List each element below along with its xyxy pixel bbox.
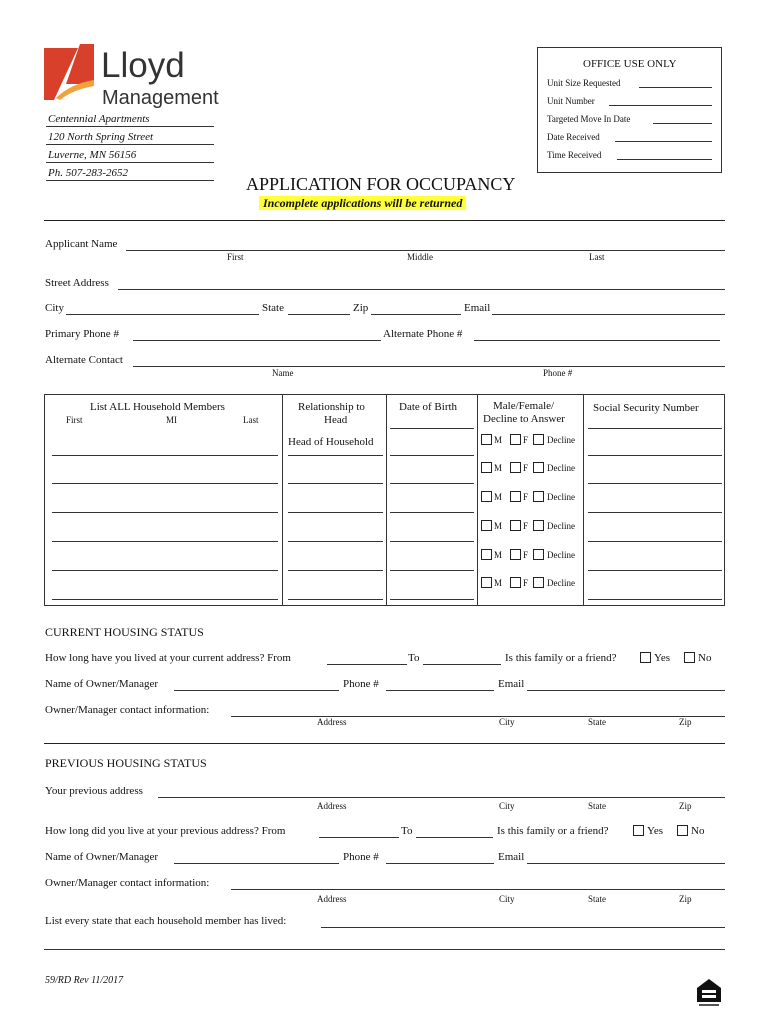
decline-label: Decline xyxy=(547,463,575,473)
current-owner-field[interactable] xyxy=(174,690,339,691)
state-label: State xyxy=(262,302,284,314)
member-relationship-field[interactable] xyxy=(288,570,383,571)
member-relationship-field[interactable] xyxy=(288,599,383,600)
decline-checkbox[interactable] xyxy=(533,549,544,560)
current-no-checkbox[interactable] xyxy=(684,652,695,663)
current-city-label: City xyxy=(499,717,515,727)
household-members-header: List ALL Household Members xyxy=(90,401,225,413)
head-of-household-label: Head of Household xyxy=(288,436,374,448)
current-family-label: Is this family or a friend? xyxy=(505,652,617,664)
property-name: Centennial Apartments xyxy=(48,113,150,125)
member-dob-field[interactable] xyxy=(390,428,474,429)
email-field[interactable] xyxy=(492,314,725,315)
office-date-received-field[interactable] xyxy=(615,141,712,142)
member-relationship-field[interactable] xyxy=(288,455,383,456)
relationship-header-2: Head xyxy=(324,414,348,426)
current-owner-label: Name of Owner/Manager xyxy=(45,678,159,690)
company-logo-mark xyxy=(44,44,94,100)
member-name-field[interactable] xyxy=(52,541,278,542)
current-to-field[interactable] xyxy=(423,664,501,665)
previous-no-label: No xyxy=(691,825,705,837)
member-dob-field[interactable] xyxy=(390,483,474,484)
current-yes-checkbox[interactable] xyxy=(640,652,651,663)
city-label: City xyxy=(45,302,64,314)
member-relationship-field[interactable] xyxy=(288,483,383,484)
male-label: M xyxy=(494,521,503,531)
current-email-field[interactable] xyxy=(527,690,725,691)
current-housing-heading: CURRENT HOUSING STATUS xyxy=(45,625,204,639)
previous-phone-label: Phone # xyxy=(343,851,379,863)
office-use-title: OFFICE USE ONLY xyxy=(583,58,677,70)
previous-address-label: Your previous address xyxy=(45,785,143,797)
current-how-long-label: How long have you lived at your current address? From xyxy=(45,652,291,664)
female-label: F xyxy=(523,492,529,502)
logo-name-lloyd: Lloyd xyxy=(101,46,185,85)
previous-address-field[interactable] xyxy=(158,797,725,798)
alt-phone-field[interactable] xyxy=(474,340,720,341)
alt-contact-phone-label: Phone # xyxy=(543,368,573,378)
alt-contact-name-label: Name xyxy=(272,368,294,378)
female-label: F xyxy=(523,521,529,531)
previous-from-field[interactable] xyxy=(319,837,399,838)
street-address-label: Street Address xyxy=(45,277,109,289)
dob-header: Date of Birth xyxy=(399,401,458,413)
member-dob-field[interactable] xyxy=(390,599,474,600)
female-label: F xyxy=(523,550,529,560)
zip-field[interactable] xyxy=(371,314,461,315)
decline-label: Decline xyxy=(547,492,575,502)
previous-housing-heading: PREVIOUS HOUSING STATUS xyxy=(45,756,207,770)
decline-label: Decline xyxy=(547,435,575,445)
previous-owner-label: Name of Owner/Manager xyxy=(45,851,159,863)
previous-yes-checkbox[interactable] xyxy=(633,825,644,836)
applicant-name-label: Applicant Name xyxy=(45,238,118,250)
member-name-field[interactable] xyxy=(52,512,278,513)
member-ssn-field[interactable] xyxy=(588,512,722,513)
member-ssn-field[interactable] xyxy=(588,483,722,484)
previous-contact-city-label: City xyxy=(499,894,515,904)
previous-email-field[interactable] xyxy=(527,863,725,864)
previous-zip-label: Zip xyxy=(679,801,692,811)
zip-label: Zip xyxy=(353,302,369,314)
applicant-middle-label: Middle xyxy=(407,252,433,262)
alt-phone-label: Alternate Phone # xyxy=(383,328,463,340)
male-label: M xyxy=(494,550,503,560)
male-checkbox[interactable] xyxy=(481,434,492,445)
member-name-field[interactable] xyxy=(52,483,278,484)
current-from-field[interactable] xyxy=(327,664,407,665)
primary-phone-label: Primary Phone # xyxy=(45,328,119,340)
previous-owner-field[interactable] xyxy=(174,863,339,864)
member-relationship-field[interactable] xyxy=(288,512,383,513)
member-ssn-field[interactable] xyxy=(588,428,722,429)
current-email-label: Email xyxy=(498,678,525,690)
member-dob-field[interactable] xyxy=(390,512,474,513)
office-time-received-field[interactable] xyxy=(617,159,712,160)
male-checkbox[interactable] xyxy=(481,520,492,531)
decline-label: Decline xyxy=(547,578,575,588)
female-checkbox[interactable] xyxy=(510,434,521,445)
current-state-label: State xyxy=(588,717,606,727)
email-label: Email xyxy=(464,302,491,314)
office-unit-number-field[interactable] xyxy=(609,105,712,106)
previous-no-checkbox[interactable] xyxy=(677,825,688,836)
current-contact-field[interactable] xyxy=(231,716,725,717)
previous-how-long-label: How long did you live at your previous address? From xyxy=(45,825,286,837)
logo-name-management: Management xyxy=(102,87,219,109)
male-label: M xyxy=(494,435,503,445)
current-address-label: Address xyxy=(317,717,347,727)
current-yes-label: Yes xyxy=(654,652,671,664)
member-name-field[interactable] xyxy=(52,455,278,456)
member-ssn-field[interactable] xyxy=(588,599,722,600)
ssn-header: Social Security Number xyxy=(593,402,699,414)
alt-contact-field[interactable] xyxy=(133,366,725,367)
current-phone-label: Phone # xyxy=(343,678,379,690)
applicant-name-field[interactable] xyxy=(126,250,725,251)
member-dob-field[interactable] xyxy=(390,541,474,542)
member-dob-field[interactable] xyxy=(390,570,474,571)
female-label: F xyxy=(523,578,529,588)
previous-contact-field[interactable] xyxy=(231,889,725,890)
previous-contact-label: Owner/Manager contact information: xyxy=(45,877,210,889)
household-first-header: First xyxy=(66,415,83,425)
applicant-first-label: First xyxy=(227,252,244,262)
female-checkbox[interactable] xyxy=(510,520,521,531)
relationship-header: Relationship to xyxy=(298,401,365,413)
female-label: F xyxy=(523,463,529,473)
decline-label: Decline xyxy=(547,521,575,531)
previous-phone-field[interactable] xyxy=(386,863,494,864)
primary-phone-field[interactable] xyxy=(133,340,381,341)
decline-checkbox[interactable] xyxy=(533,520,544,531)
male-checkbox[interactable] xyxy=(481,577,492,588)
decline-label: Decline xyxy=(547,550,575,560)
male-label: M xyxy=(494,578,503,588)
member-relationship-field[interactable] xyxy=(288,541,383,542)
member-ssn-field[interactable] xyxy=(588,570,722,571)
male-label: M xyxy=(494,463,503,473)
states-lived-field-2[interactable] xyxy=(44,949,725,950)
member-dob-field[interactable] xyxy=(390,455,474,456)
office-unit-number-label: Unit Number xyxy=(547,96,595,106)
office-unit-size-label: Unit Size Requested xyxy=(547,78,621,88)
male-checkbox[interactable] xyxy=(481,491,492,502)
applicant-last-label: Last xyxy=(589,252,605,262)
current-no-label: No xyxy=(698,652,712,664)
office-move-in-field[interactable] xyxy=(653,123,712,124)
male-label: M xyxy=(494,492,503,502)
property-city: Luverne, MN 56156 xyxy=(48,149,137,161)
states-lived-label: List every state that each household member has lived: xyxy=(45,915,287,927)
previous-yes-label: Yes xyxy=(647,825,664,837)
previous-address-sub-label: Address xyxy=(317,801,347,811)
office-move-in-label: Targeted Move In Date xyxy=(547,114,631,124)
household-mi-header: MI xyxy=(166,415,177,425)
office-unit-size-field[interactable] xyxy=(639,87,712,88)
equal-housing-icon xyxy=(696,978,722,1008)
property-street: 120 North Spring Street xyxy=(48,131,154,143)
street-address-field[interactable] xyxy=(118,289,725,290)
office-time-received-label: Time Received xyxy=(547,150,602,160)
states-lived-field[interactable] xyxy=(321,927,725,928)
property-phone: Ph. 507-283-2652 xyxy=(48,167,129,179)
page-subtitle: Incomplete applications will be returned xyxy=(259,196,466,210)
gender-header-2: Decline to Answer xyxy=(483,413,565,425)
previous-contact-state-label: State xyxy=(588,894,606,904)
female-checkbox[interactable] xyxy=(510,577,521,588)
decline-checkbox[interactable] xyxy=(533,577,544,588)
member-ssn-field[interactable] xyxy=(588,455,722,456)
current-contact-label: Owner/Manager contact information: xyxy=(45,704,210,716)
female-checkbox[interactable] xyxy=(510,462,521,473)
current-phone-field[interactable] xyxy=(386,690,494,691)
male-checkbox[interactable] xyxy=(481,549,492,560)
previous-to-label: To xyxy=(401,825,413,837)
city-field[interactable] xyxy=(66,314,259,315)
page-title: APPLICATION FOR OCCUPANCY xyxy=(246,174,516,194)
alt-contact-label: Alternate Contact xyxy=(45,354,123,366)
male-checkbox[interactable] xyxy=(481,462,492,473)
member-name-field[interactable] xyxy=(52,570,278,571)
previous-to-field[interactable] xyxy=(416,837,493,838)
previous-state-label: State xyxy=(588,801,606,811)
previous-family-label: Is this family or a friend? xyxy=(497,825,609,837)
previous-email-label: Email xyxy=(498,851,525,863)
previous-contact-address-label: Address xyxy=(317,894,347,904)
current-zip-label: Zip xyxy=(679,717,692,727)
form-revision: 59/RD Rev 11/2017 xyxy=(45,975,124,986)
member-name-field[interactable] xyxy=(52,599,278,600)
decline-checkbox[interactable] xyxy=(533,491,544,502)
decline-checkbox[interactable] xyxy=(533,434,544,445)
household-table xyxy=(44,394,725,606)
gender-header: Male/Female/ xyxy=(493,400,555,412)
decline-checkbox[interactable] xyxy=(533,462,544,473)
previous-contact-zip-label: Zip xyxy=(679,894,692,904)
member-ssn-field[interactable] xyxy=(588,541,722,542)
household-last-header: Last xyxy=(243,415,259,425)
female-checkbox[interactable] xyxy=(510,549,521,560)
current-to-label: To xyxy=(408,652,420,664)
previous-city-label: City xyxy=(499,801,515,811)
office-date-received-label: Date Received xyxy=(547,132,600,142)
female-checkbox[interactable] xyxy=(510,491,521,502)
state-field[interactable] xyxy=(288,314,350,315)
female-label: F xyxy=(523,435,529,445)
